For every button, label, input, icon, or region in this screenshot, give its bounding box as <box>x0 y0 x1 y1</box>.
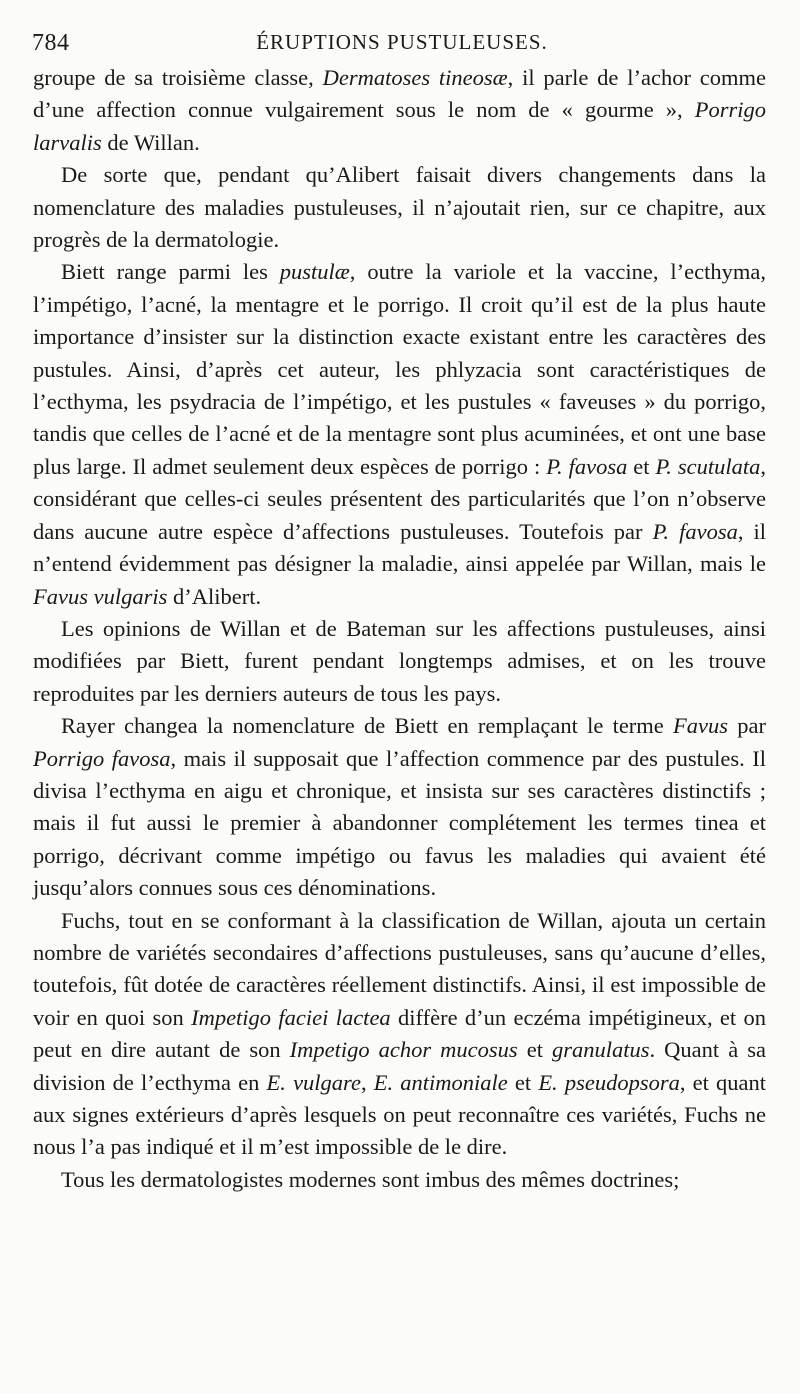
text-run: Les opinions de Willan et de Bateman sur les affections pustuleuses, ainsi modifiées par Biett, furent pendant longtemps admises, et on les trouve reproduites par les derniers auteurs de tous les pays. <box>33 615 766 706</box>
text-run: , mais il supposait que l’affection commence par des pustules. Il divisa l’ecthyma en aigu et chronique, et insista sur ses caractères distinctifs ; mais il fut aussi le premier à abandonner complétement les termes tinea et porrigo, décrivant comme impétigo ou favus les maladies qui avaient été jusqu’alors connues sous ces dénominations. <box>33 745 766 901</box>
paragraph <box>33 62 766 159</box>
italic-term: P. scutulata <box>655 453 761 479</box>
text-run: De sorte que, pendant qu’Alibert faisait divers changements dans la nomenclature des maladies pustuleuses, il n’ajoutait rien, sur ce chapitre, aux progrès de la dermatologie. <box>33 162 766 253</box>
text-run: de Willan. <box>101 129 200 155</box>
italic-term: P. favosa <box>652 518 738 544</box>
italic-term: P. favosa <box>546 453 628 479</box>
paragraph <box>33 905 766 1164</box>
text-run: Rayer changea la nomenclature de Biett en remplaçant le terme <box>61 713 674 739</box>
page-header <box>32 30 772 66</box>
text-run: et <box>507 1069 539 1095</box>
text-run: par <box>728 713 766 739</box>
paragraph <box>33 710 766 904</box>
page-number: 784 <box>32 30 70 56</box>
text-run: , outre la variole et la vaccine, l’ecthyma, l’impétigo, l’acné, la mentagre et le porrigo. Il croit qu’il est de la plus haute importance d’insister sur la distinction exacte existant entre les caractères des pustules. Ainsi, d’après cet auteur, les phlyzacia sont caractéristiques de l’ecthyma, les psydracia de l’impétigo, et les pustules « faveuses » du porrigo, tandis que celles de l’acné et de la mentagre sont plus acuminées, et ont une base plus large. Il admet seulement deux espèces de porrigo : <box>33 259 766 479</box>
text-run: Tous les dermatologistes modernes sont imbus des mêmes doctrines; <box>61 1166 680 1192</box>
italic-term: Porrigo larvalis <box>33 97 766 155</box>
text-run: et <box>627 453 656 479</box>
italic-term: Favus vulgaris <box>33 583 168 609</box>
text-run: Biett range parmi les <box>61 259 280 285</box>
italic-term: Impetigo achor mucosus <box>289 1037 518 1063</box>
italic-term: E. vulgare <box>266 1069 361 1095</box>
italic-term: E. antimoniale <box>373 1069 508 1095</box>
text-run: , il n’entend évidemment pas désigner la maladie, ainsi appelée par Willan, mais le <box>33 518 766 577</box>
running-head: ÉRUPTIONS PUSTULEUSES. <box>256 30 548 54</box>
italic-term: pustulæ <box>279 259 350 285</box>
italic-term: Impetigo faciei lactea <box>191 1004 391 1030</box>
text-run: . Quant à sa division de l’ecthyma en <box>33 1037 766 1095</box>
paragraph <box>33 613 766 710</box>
text-run: d’Alibert. <box>167 583 262 609</box>
italic-term: E. pseudopsora <box>538 1069 680 1095</box>
text-run: Fuchs, tout en se conformant à la classification de Willan, ajouta un certain nombre de variétés secondaires d’affections pustuleuses, sans qu’aucune d’elles, toutefois, fût dotée de caractères réellement distinctifs. Ainsi, il est impossible de voir en quoi son <box>33 907 766 1030</box>
text-run: , <box>360 1069 374 1095</box>
text-run: , il parle de l’achor comme d’une affection connue vulgairement sous le nom de « gourme », <box>33 65 766 123</box>
paragraph <box>33 1164 766 1196</box>
body-text <box>33 62 766 1196</box>
paragraph <box>33 159 766 256</box>
text-run: et <box>517 1037 552 1063</box>
italic-term: granulatus <box>552 1037 650 1063</box>
paragraph <box>33 256 766 612</box>
text-run: , considérant que celles-ci seules présentent des particularités que l’on n’observe dans aucune autre espèce d’affections pustuleuses. Toutefois par <box>33 453 766 544</box>
italic-term: Favus <box>673 713 729 739</box>
text-run: groupe de sa troisième classe, <box>33 65 323 90</box>
text-run: , et quant aux signes extérieurs d’après lesquels on peut reconnaître ces variétés, Fuchs ne nous l’a pas indiqué et il m’est impossible de le dire. <box>33 1069 766 1160</box>
text-run: diffère d’un eczéma impétigineux, et on peut en dire autant de son <box>33 1004 766 1063</box>
italic-term: Dermatoses tineosæ <box>322 65 508 90</box>
italic-term: Porrigo favosa <box>33 745 171 771</box>
